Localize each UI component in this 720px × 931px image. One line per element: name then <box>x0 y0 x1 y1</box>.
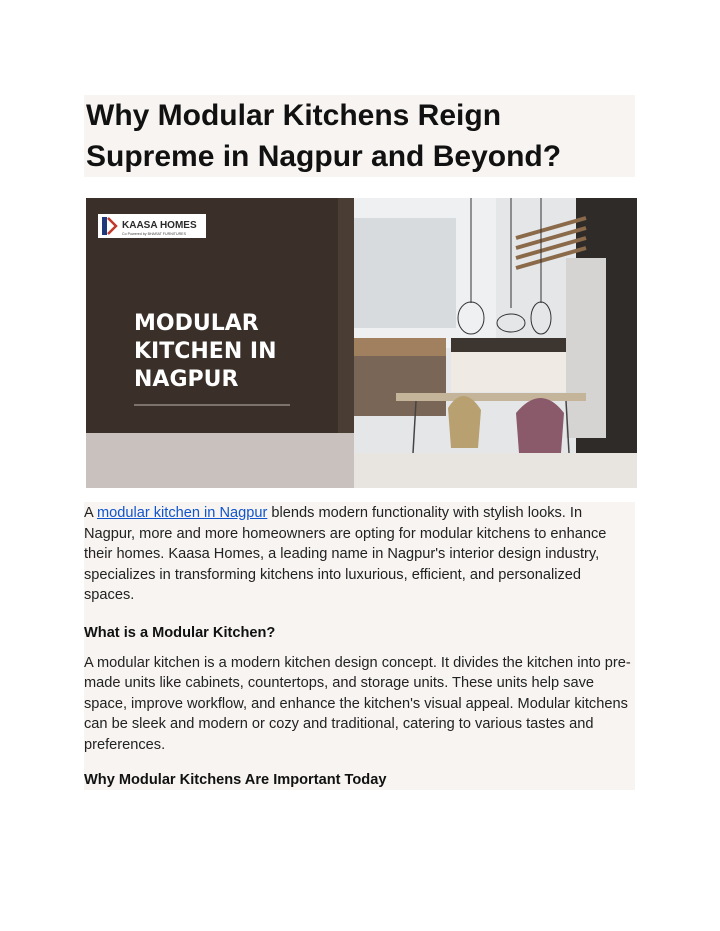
hero-banner <box>86 198 637 488</box>
intro-paragraph <box>84 502 635 606</box>
shelf-dark <box>451 338 576 352</box>
page-title: Why Modular Kitchens Reign Supreme in Nagpur and Beyond? <box>86 99 562 173</box>
title-block <box>84 95 635 177</box>
marble-column <box>566 258 606 438</box>
bottom-panel <box>86 433 354 488</box>
section-heading-what: What is a Modular Kitchen? <box>84 624 276 641</box>
upper-wall-panel <box>346 218 456 328</box>
modular-kitchen-link[interactable]: modular kitchen in Nagpur <box>96 505 268 521</box>
hero-headline-line-1: MODULAR <box>134 311 259 336</box>
hero-headline-line-2: KITCHEN IN <box>134 339 277 364</box>
hero-headline-line-3: NAGPUR <box>134 367 239 392</box>
island <box>451 352 576 392</box>
section-paragraph-what: A modular kitchen is a modern kitchen design concept. It divides the kitchen into pre-made units like cabinets, countertops, and storage units. These units help save space, improve workflow, and enhance the kitchen's visual appeal. Modular kitchens can be sleek and modern or cozy and traditional, catering to various tastes and preferences. <box>84 654 631 753</box>
brand-tagline: Co Powered by BHARAT FURNITURES <box>122 232 186 236</box>
brand-name: KAASA HOMES <box>122 220 197 231</box>
chair-right <box>516 398 564 453</box>
chair-left <box>448 396 481 448</box>
article-body <box>84 502 635 790</box>
brand-logo-mark <box>102 217 107 235</box>
dining-table <box>396 393 586 401</box>
intro-text: blends modern functionality with stylish looks. In Nagpur, more and more homeowners are opting for modular kitchens to enhance their homes. Kaasa Homes, a leading name in Nagpur's interior design industry, specializes in transforming kitchens into luxurious, efficient, and personalized spaces. <box>84 505 607 603</box>
intro-prefix: A <box>84 505 97 521</box>
panel-edge <box>338 198 354 433</box>
hero-image <box>86 198 637 488</box>
section-heading-why: Why Modular Kitchens Are Important Today <box>84 772 387 788</box>
